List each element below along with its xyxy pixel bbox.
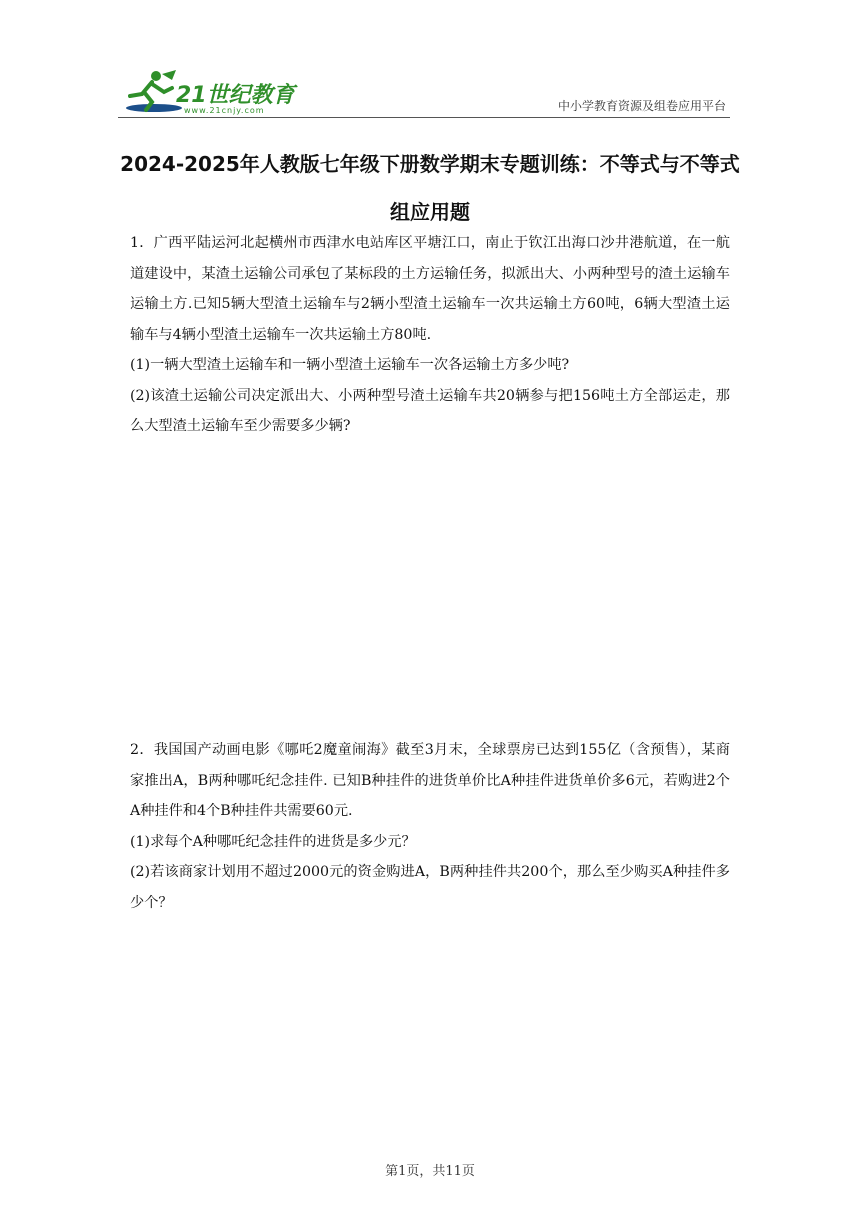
question-1-part-1: (1)一辆大型渣土运输车和一辆小型渣土运输车一次各运输土方多少吨?	[130, 357, 570, 373]
question-2-stem: 2．我国国产动画电影《哪吒2魔童闹海》截至3月末，全球票房已达到155亿（含预售），某商家推出A，B两种哪吒纪念挂件. 已知B种挂件的进货单价比A种挂件进货单价多6元，若购进2个A种挂件和4个B种挂件共需要60元.	[130, 742, 730, 819]
logo-url: www.21cnjy.com	[184, 106, 265, 115]
page-header	[118, 62, 730, 120]
runner-logo-icon	[122, 66, 182, 116]
logo	[122, 66, 302, 116]
question-2-part-1: (1)求每个A种哪吒纪念挂件的进货是多少元？	[130, 833, 416, 850]
question-1-stem: 1．广西平陆运河北起横州市西津水电站库区平塘江口，南止于钦江出海口沙井港航道，在一航道建设中，某渣土运输公司承包了某标段的土方运输任务，拟派出大、小两种型号的渣土运输车运输土方.已知5辆大型渣土运输车与2辆小型渣土运输车一次共运输土方60吨，6辆大型渣土运输车与4辆小型渣土运输车一次共运输土方80吨.	[130, 235, 730, 343]
page-title: 2024-2025年人教版七年级下册数学期末专题训练：不等式与不等式组应用题	[120, 152, 740, 224]
question-2-part-2: (2)若该商家计划用不超过2000元的资金购进A，B两种挂件共200个，那么至少购买A种挂件多少个？	[130, 864, 730, 911]
logo-text: 21世纪教育	[176, 83, 295, 108]
page-footer: 第1页，共11页	[385, 1164, 475, 1179]
header-divider	[118, 117, 730, 118]
question-1-part-2: (2)该渣土运输公司决定派出大、小两种型号渣土运输车共20辆参与把156吨土方全部运走，那么大型渣土运输车至少需要多少辆?	[130, 387, 730, 434]
platform-label: 中小学教育资源及组卷应用平台	[557, 99, 726, 113]
question-1	[130, 228, 730, 442]
question-2	[130, 735, 730, 918]
